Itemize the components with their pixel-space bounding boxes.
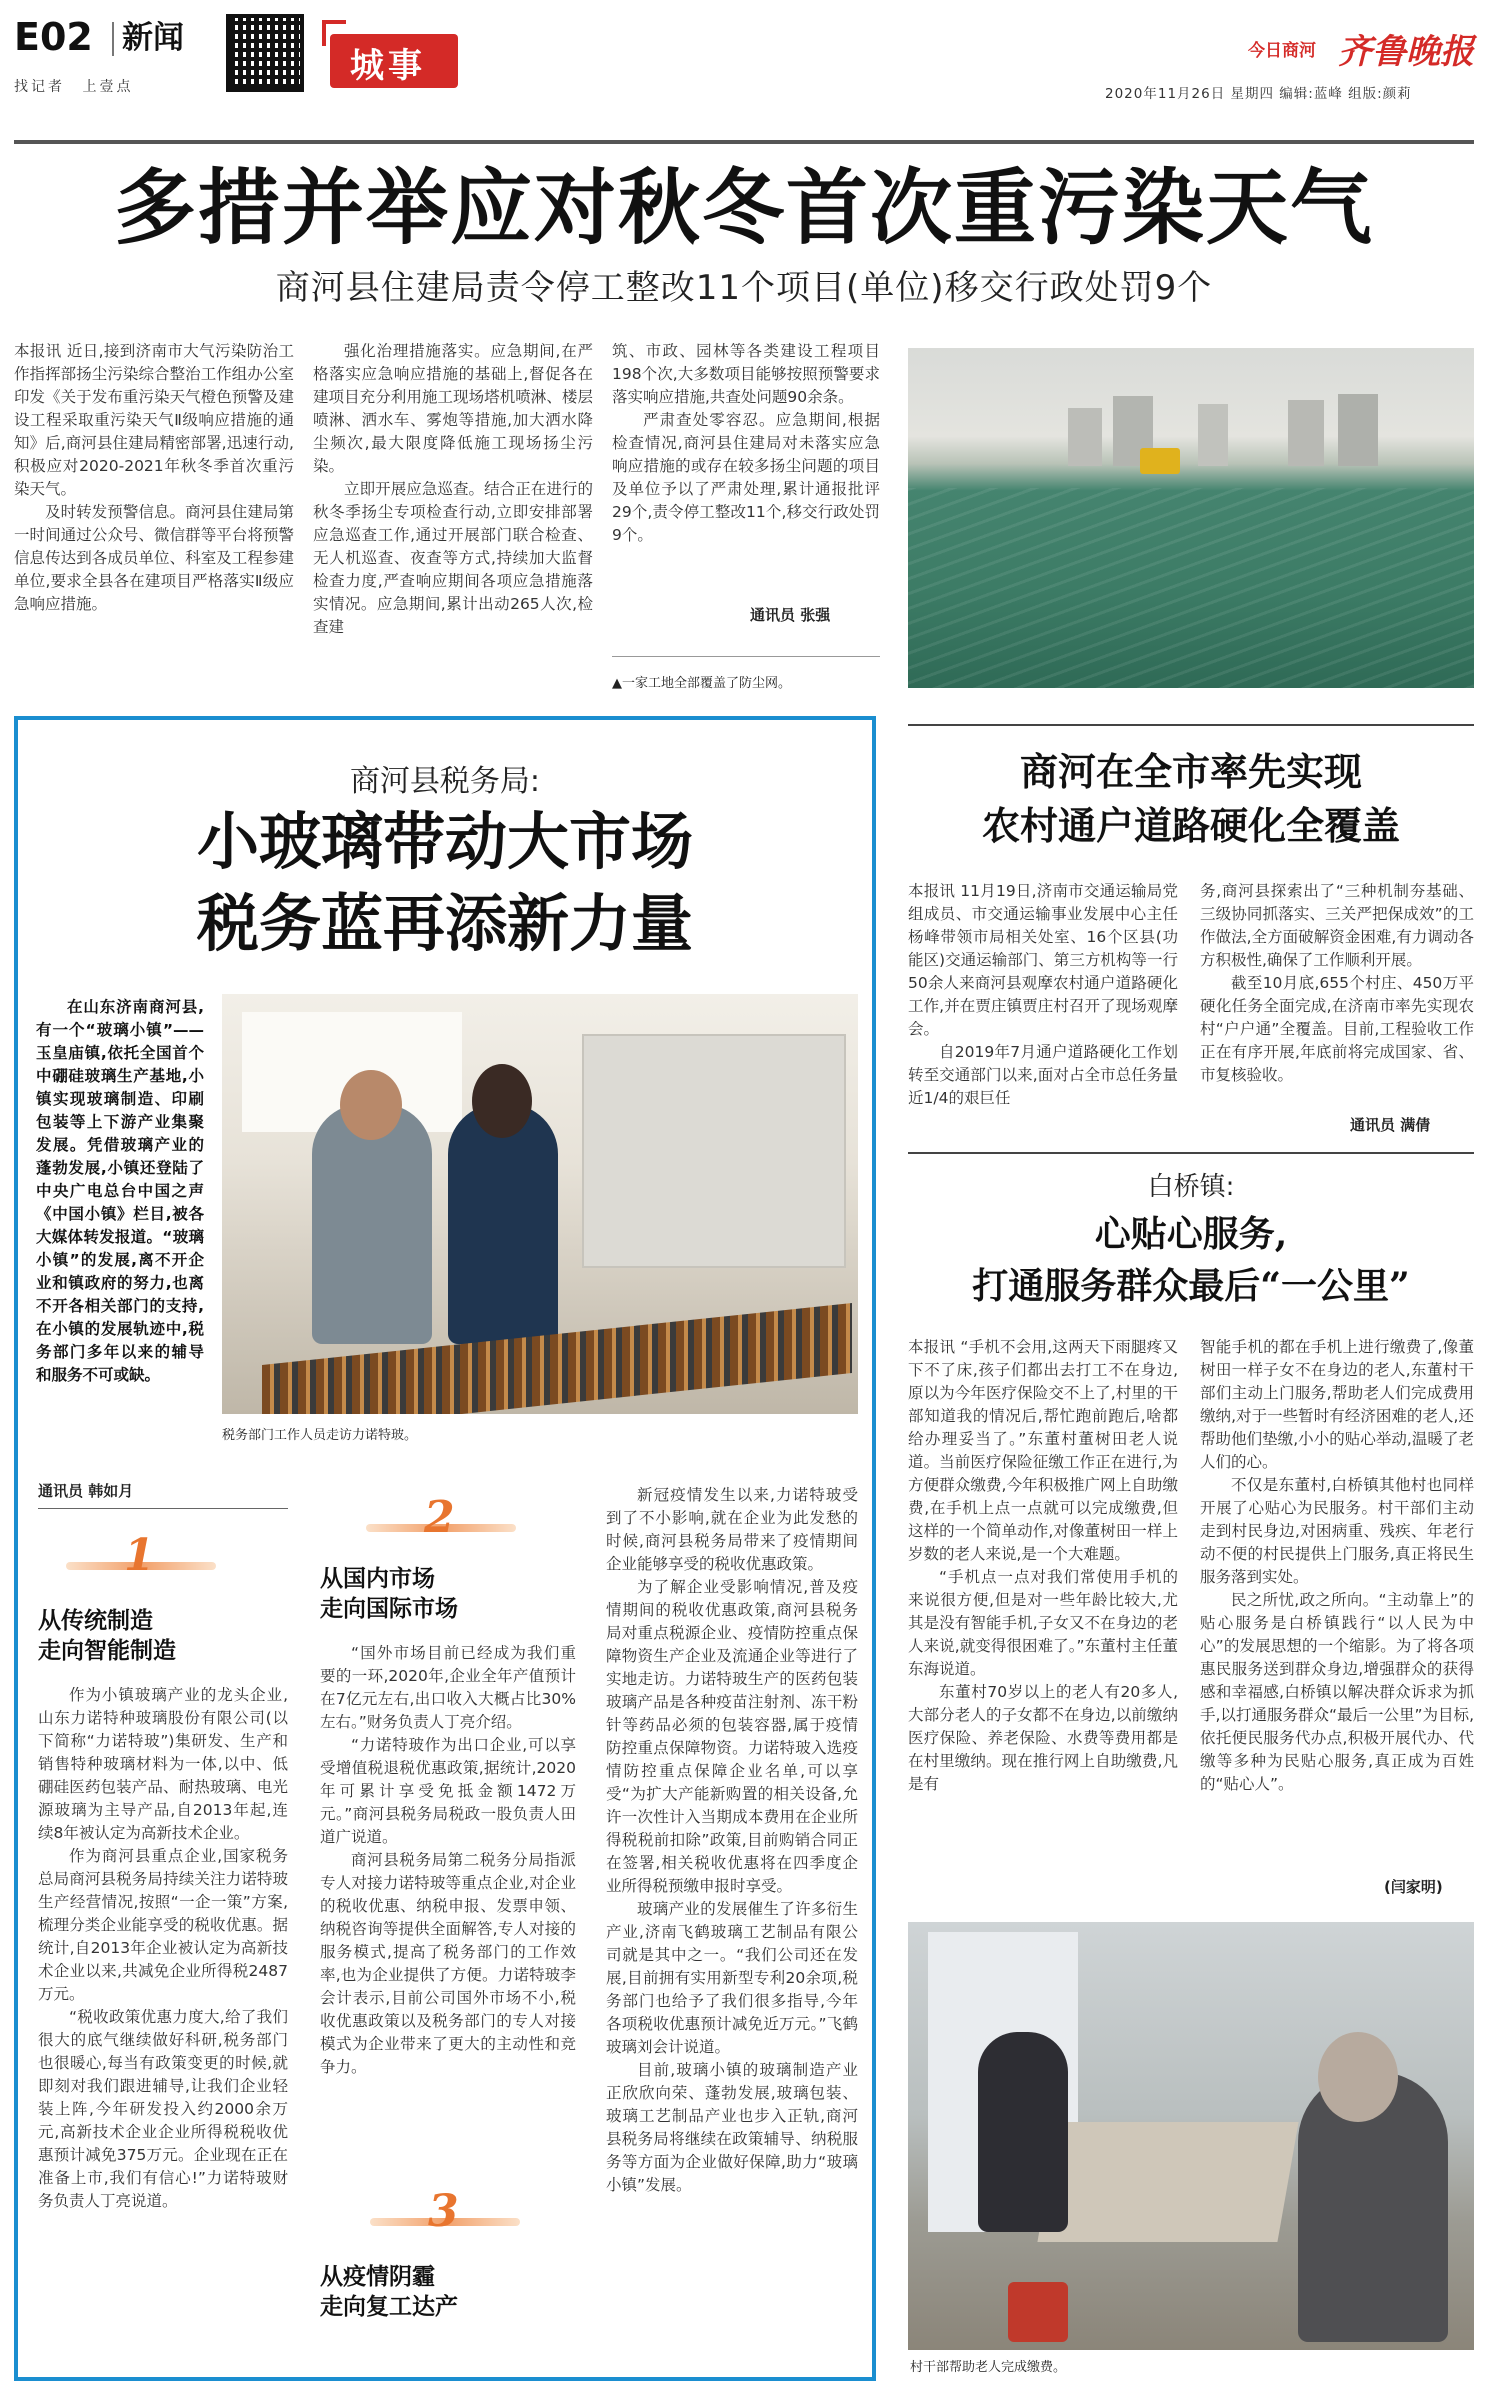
road-para: 截至10月底,655个村庄、450万平硬化任务全面完成,在济南市率先实现农村“户户通”全覆盖。目前,工程验收工作正在有序开展,年底前将完成国家、省、市复核验收。: [1200, 974, 1474, 1084]
slogan: 找记者 上壹点: [14, 79, 134, 95]
table: [1037, 2122, 1298, 2242]
service-photo-caption: 村干部帮助老人完成缴费。: [910, 2360, 1067, 2375]
road-para: 自2019年7月通户道路硬化工作划转至交通部门以来,面对占全市总任务量近1/4的艰巨任: [908, 1043, 1178, 1107]
lead-para: 及时转发预警信息。商河县住建局第一时间通过公众号、微信群等平台将预警信息传达到各成员单位、科室及工程参建单位,要求全县各在建项目严格落实Ⅱ级应急响应措施。: [14, 503, 294, 613]
lead-col-2: [313, 340, 593, 639]
excavator: [1140, 448, 1180, 474]
channel-tab-bracket: [322, 20, 346, 46]
tax-col-1: [38, 1684, 288, 2213]
service-headline-1: 心贴心服务,: [1094, 1213, 1288, 1255]
building-silhouette: [1198, 404, 1228, 466]
road-para: 本报讯 11月19日,济南市交通运输局党组成员、市交通运输事业发展中心主任杨峰带领市局相关处室、16个区县(功能区)交通运输部门、第三方机构等一行50余人来商河县观摩农村通户道路硬化工作,并在贾庄镇贾庄村召开了现场观摩会。: [908, 882, 1178, 1038]
section-number: 1: [124, 1530, 155, 1581]
tax-para: 为了解企业受影响情况,普及疫情期间的税收优惠政策,商河县税务局对重点税源企业、疫情防控重点保障物资生产企业及流通企业等进行了实地走访。力诺特玻生产的医药包装玻璃产品是各种疫苗注射剂、冻干粉针等药品必须的包装容器,属于疫情防控重点保障物资。力诺特玻入选疫情防控重点保障企业名单,可以享受“为扩大产能新购置的相关设备,允许一次性计入当期成本费用在企业所得税税前扣除”政策,目前购销合同正在签署,相关税收优惠将在四季度企业所得税预缴申报时享受。: [606, 1578, 858, 1895]
section-number-1: [66, 1530, 216, 1582]
section-2-title: [320, 1564, 458, 1624]
channel-tab-label: 城事: [350, 46, 426, 86]
village-service-photo: [908, 1922, 1474, 2350]
worker-figure: [312, 1104, 432, 1344]
tax-officer-figure: [448, 1104, 558, 1344]
tax-para: 商河县税务局第二税务分局指派专人对接力诺特玻等重点企业,对企业的税收优惠、纳税申报、发票申领、纳税咨询等提供全面解答,专人对接的服务模式,提高了税务部门的工作效率,也为企业提供了方便。力诺特玻李会计表示,目前公司国外市场不小,税收优惠政策以及税务部门的专人对接模式为企业带来了更大的主动性和竞争力。: [320, 1851, 576, 2076]
tax-para: 作为商河县重点企业,国家税务总局商河县税务局持续关注力诺特玻生产经营情况,按照“一企一策”方案,梳理分类企业能享受的税收优惠。据统计,自2013年企业被认定为高新技术企业以来,共减免企业所得税2487万元。: [38, 1847, 288, 2003]
service-para: 不仅是东董村,白桥镇其他村也同样开展了心贴心为民服务。村干部们主动走到村民身边,对困病重、残疾、年老行动不便的村民提供上门服务,真正将民生服务落到实处。: [1200, 1476, 1474, 1586]
page-code: E02: [14, 15, 93, 59]
section-title-line: 走向复工达产: [320, 2294, 458, 2320]
service-para: 智能手机的都在手机上进行缴费了,像董树田一样子女不在身边的老人,东董村干部们主动上门服务,帮助老人们完成费用缴纳,对于一些暂时有经济困难的老人,还帮助他们垫缴,小小的贴心举动,温暖了老人们的心。: [1200, 1338, 1474, 1471]
road-para: 务,商河县探索出了“三种机制夯基础、三级协同抓落实、三关严把保成效”的工作做法,全方面破解资金困难,有力调动各方积极性,确保了工作顺利开展。: [1200, 882, 1474, 969]
tax-para: 新冠疫情发生以来,力诺特玻受到了不小影响,就在企业为此发愁的时候,商河县税务局带来了疫情期间企业能够享受的税收优惠政策。: [606, 1486, 858, 1573]
lead-para: 筑、市政、园林等各类建设工程项目198个次,大多数项目能够按照预警要求落实响应措施,共查处问题90余条。: [612, 342, 880, 406]
tax-col-2: [320, 1642, 576, 2079]
stool: [1008, 2282, 1068, 2342]
building-silhouette: [1068, 408, 1102, 466]
service-para: 东董村70岁以上的老人有20多人,大部分老人的子女都不在身边,以前缴纳医疗保险、养老保险、水费等费用都是在村里缴纳。现在推行网上自助缴费,凡是有: [908, 1683, 1178, 1793]
service-para: “手机点一点对我们常使用手机的来说很方便,但是对一些年龄比较大,尤其是没有智能手机,子女又不在身边的老人来说,就变得很困难了。”东董村主任董东海说道。: [908, 1568, 1178, 1678]
tax-kicker: 商河县税务局:: [349, 764, 541, 799]
tax-para: “力诺特玻作为出口企业,可以享受增值税退税优惠政策,据统计,2020年可累计享受免抵金额1472万元。”商河县税务局税政一股负责人田道广说道。: [320, 1736, 576, 1846]
section-number: 2: [424, 1492, 455, 1543]
tax-col-3: [606, 1484, 858, 2197]
tax-visit-photo: [222, 994, 858, 1414]
tax-para: 作为小镇玻璃产业的龙头企业,山东力诺特种玻璃股份有限公司(以下简称“力诺特玻”)集研发、生产和销售特种玻璃材料为一体,以中、低硼硅医药包装产品、耐热玻璃、电光源玻璃为主导产品,自2013年起,连续8年被认定为高新技术企业。: [38, 1686, 288, 1842]
section-title-line: 从疫情阴霾: [320, 2264, 435, 2290]
net-texture: [908, 488, 1474, 688]
lead-col-3: [612, 340, 880, 547]
tax-byline: 通讯员 韩如月: [38, 1482, 134, 1500]
lead-byline: 通讯员 张强: [750, 606, 831, 624]
tax-intro-text: 在山东济南商河县,有一个“玻璃小镇”——玉皇庙镇,依托全国首个中硼硅玻璃生产基地,小镇实现玻璃制造、印刷包装等上下游产业集聚发展。凭借玻璃产业的蓬勃发展,小镇还登陆了中央广电总台中国之声《中国小镇》栏目,被各大媒体转发报道。“玻璃小镇”的发展,离不开企业和镇政府的努力,也离不开各相关部门的支持,在小镇的发展轨迹中,税务部门多年以来的辅导和服务不可或缺。: [36, 998, 204, 1384]
service-byline: (闫家明): [1384, 1878, 1443, 1896]
elderly-man-head: [1318, 2032, 1398, 2122]
construction-site-photo: [908, 348, 1474, 688]
tax-para: “税收政策优惠力度大,给了我们很大的底气继续做好科研,税务部门也很暖心,每当有政策变更的时候,就即刻对我们跟进辅导,让我们企业轻装上阵,今年研发投入约2000余万元,高新技术企业企业所得税税收优惠预计减免375万元。企业现在正在准备上市,我们有信心!”力诺特玻财务负责人丁亮说道。: [38, 2008, 288, 2210]
tax-para: “国外市场目前已经成为我们重要的一环,2020年,企业全年产值预计在7亿元左右,出口收入大概占比30%左右。”财务负责人丁亮介绍。: [320, 1644, 576, 1731]
road-headline-2: 农村通户道路硬化全覆盖: [981, 803, 1400, 848]
section-number: 3: [428, 2186, 459, 2237]
road-col-2: [1200, 880, 1474, 1087]
section-title-line: 走向国际市场: [320, 1596, 458, 1622]
service-para: 民之所忧,政之所向。“主动靠上”的贴心服务是白桥镇践行“以人民为中心”的发展思想的一个缩影。为了将各项惠民服务送到群众身边,增强群众的获得感和幸福感,白桥镇以解决群众诉求为抓手,以打通服务群众“最后一公里”为目标,依托便民服务代办点,积极开展代办、代缴等多种为民贴心服务,真正成为百姓的“贴心人”。: [1200, 1591, 1474, 1793]
lead-para: 强化治理措施落实。应急期间,在严格落实应急响应措施的基础上,督促各在建项目充分利用施工现场塔机喷淋、楼层喷淋、洒水车、雾炮等措施,加大洒水降尘频次,最大限度降低施工现场扬尘污染。: [313, 342, 593, 475]
qr-code-icon[interactable]: [226, 14, 304, 92]
tax-intro: [36, 996, 204, 1387]
section-number-3: [370, 2186, 520, 2238]
section-3-title: [320, 2262, 458, 2322]
brand-small: 今日商河: [1248, 41, 1316, 61]
tax-headline-1: 小玻璃带动大市场: [196, 805, 693, 878]
service-para: 本报讯 “手机不会用,这两天下雨腿疼又下不了床,孩子们都出去打工不在身边,原以为今年医疗保险交不上了,村里的干部知道我的情况后,帮忙跑前跑后,啥都给办理妥当了。”东董村董树田老人说道。当前医疗保险征缴工作正在进行,为方便群众缴费,今年积极推广网上自助缴费,在手机上点一点就可以完成缴费,但这样的一个简单动作,对像董树田一样上岁数的老人来说,是一个大难题。: [908, 1338, 1178, 1563]
tax-photo-caption: 税务部门工作人员走访力诺特玻。: [222, 1428, 418, 1443]
tax-headline-2: 税务蓝再添新力量: [196, 887, 693, 960]
section-number-2: [366, 1492, 516, 1544]
section-title-line: 从传统制造: [38, 1608, 153, 1634]
header-rule: [14, 140, 1474, 144]
lead-subhead: 商河县住建局责令停工整改11个项目(单位)移交行政处罚9个: [275, 268, 1213, 308]
lead-col-1: [14, 340, 294, 616]
worker-head: [340, 1070, 402, 1140]
building-silhouette: [1288, 400, 1324, 466]
service-kicker: 白桥镇:: [1147, 1172, 1235, 1202]
lead-para: 本报讯 近日,接到济南市大气污染防治工作指挥部扬尘污染综合整治工作组办公室印发《关于发布重污染天气橙色预警及建设工程采取重污染天气Ⅱ级响应措施的通知》后,商河县住建局精密部署,迅速行动,积极应对2020-2021年秋冬季首次重污染天气。: [14, 342, 294, 498]
date-line: 2020年11月26日 星期四 编辑:蓝峰 组版:颜莉: [1105, 86, 1412, 102]
section-title-line: 走向智能制造: [38, 1638, 176, 1664]
section-title-line: 从国内市场: [320, 1566, 435, 1592]
tax-para: 目前,玻璃小镇的玻璃制造产业正欣欣向荣、蓬勃发展,玻璃包装、玻璃工艺制品产业也步入正轨,商河县税务局将继续在政策辅导、纳税服务等方面为企业做好保障,助力“玻璃小镇”发展。: [606, 2061, 858, 2194]
lead-para: 立即开展应急巡查。结合正在进行的秋冬季扬尘专项检查行动,立即安排部署应急巡查工作,通过开展部门联合检查、无人机巡查、夜查等方式,持续加大监督检查力度,严查响应期间各项应急措施落实情况。应急期间,累计出动265人次,检查建: [313, 480, 593, 636]
service-headline-2: 打通服务群众最后“一公里”: [972, 1265, 1410, 1307]
service-col-2: [1200, 1336, 1474, 1796]
road-byline: 通讯员 满倩: [1350, 1116, 1431, 1134]
lead-para: 严肃查处零容忍。应急期间,根据检查情况,商河县住建局对未落实应急响应措施的或存在较多扬尘问题的项目及单位予以了严肃处理,累计通报批评29个,责令停工整改11个,移交行政处罚9个。: [612, 411, 880, 544]
section-name: 新闻: [122, 20, 184, 56]
road-headline-1: 商河在全市率先实现: [1019, 749, 1362, 794]
service-col-1: [908, 1336, 1178, 1796]
lead-headline: 多措并举应对秋冬首次重污染天气: [113, 160, 1374, 256]
section-1-title: [38, 1606, 176, 1666]
building-silhouette: [1338, 394, 1378, 466]
lead-photo-caption: ▲一家工地全部覆盖了防尘网。: [612, 676, 791, 691]
road-col-1: [908, 880, 1178, 1110]
tax-officer-head: [472, 1064, 532, 1138]
factory-machine: [582, 1034, 846, 1268]
brand-logo: 齐鲁晚报: [1338, 32, 1474, 72]
cadre-figure: [978, 2032, 1068, 2232]
tax-para: 玻璃产业的发展催生了许多衍生产业,济南飞鹤玻璃工艺制品有限公司就是其中之一。“我们公司还在发展,目前拥有实用新型专利20余项,税务部门也给予了我们很多指导,今年各项税收优惠预计减免近万元。”飞鹤玻璃刘会计说道。: [606, 1900, 858, 2056]
